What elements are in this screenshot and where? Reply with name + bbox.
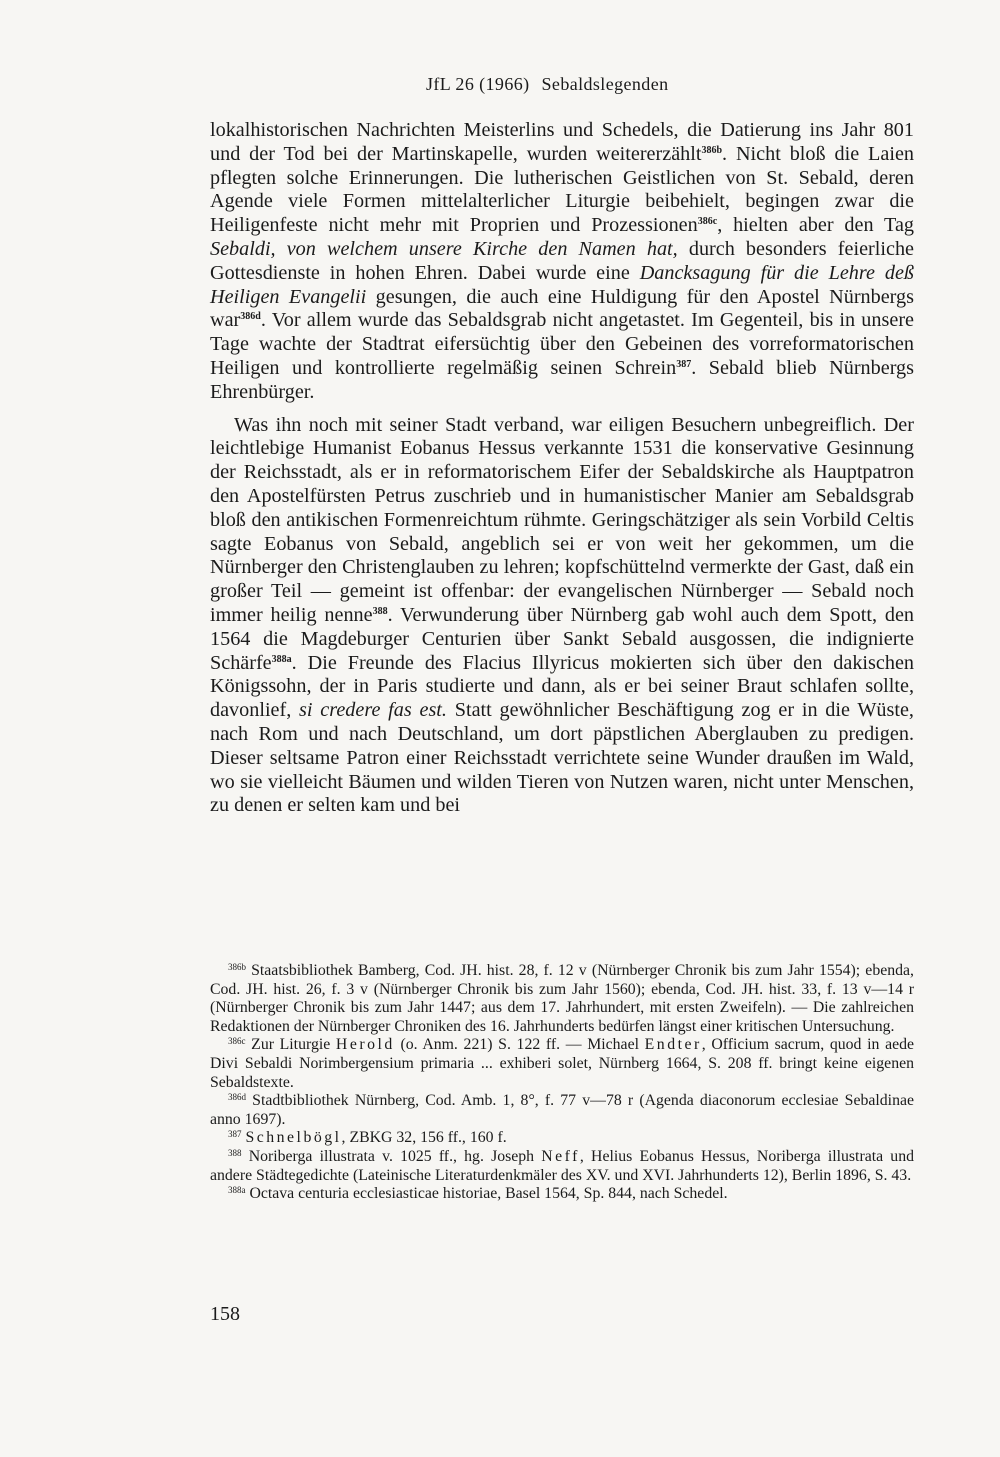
- footnotes: [210, 962, 914, 1204]
- italic-quote: Dancksagung für die Lehre deß Heiligen Evangelii: [210, 261, 914, 308]
- footnote-388: [210, 1148, 914, 1185]
- author-name: Neff: [541, 1147, 580, 1165]
- footnote-number: 388: [228, 1147, 242, 1158]
- footnote-ref: 386d: [240, 311, 261, 323]
- author-name: Schnelbögl: [245, 1129, 342, 1147]
- footnote-387: [210, 1129, 914, 1148]
- text-run: . Die Freunde des Flacius Illyricus mokierten sich über den dakischen Königssohn, der in Paris studierte und dann, als er bei seiner Braut schlafen sollte, davonlief,: [210, 651, 914, 722]
- footnote-388a: [210, 1185, 914, 1204]
- text-run: , hielten aber den Tag: [717, 214, 915, 237]
- running-header: [426, 74, 668, 95]
- text-run: Statt gewöhnlicher Beschäftigung zog er in die Wüste, nach Rom und nach Deutschland, um dort päpstlichen Aberglauben zu predigen. Dieser seltsame Patron einer Reichsstadt verrichtete seine Wunder draußen im Wald, wo sie vielleicht Bäumen und wilden Tieren von Nutzen waren, nicht unter Menschen, zu denen er selten kam und bei: [210, 699, 914, 817]
- footnote-text: (o. Anm. 221) S. 122 ff. — Michael: [394, 1036, 645, 1054]
- footnote-ref: 388a: [271, 653, 292, 665]
- footnote-386d: [210, 1092, 914, 1129]
- footnote-ref: 388: [372, 605, 388, 617]
- author-name: Herold: [335, 1036, 395, 1054]
- footnote-text: Octava centuria ecclesiasticae historiae, Basel 1564, Sp. 844, nach Schedel.: [249, 1185, 728, 1203]
- footnote-386c: [210, 1036, 914, 1092]
- footnote-number: 386b: [228, 962, 246, 972]
- italic-quote: si credere fas est.: [299, 699, 447, 722]
- text-run: durch besonders feierliche Gottesdienste in hohen Ehren. Dabei wurde eine: [210, 237, 914, 284]
- footnote-text: , Helius Eobanus Hessus, Noriberga illustrata und andere Städtegedichte (Lateinische Literaturdenkmäler des XV. und XVI. Jahrhunderts 12), Berlin 1896, S. 43.: [210, 1147, 914, 1184]
- text-run: . Sebald blieb Nürnbergs Ehrenbürger.: [210, 356, 914, 403]
- text-run: gesungen, die auch eine Huldigung für den Apostel Nürnbergs war: [210, 285, 914, 332]
- footnote-number: 388a: [228, 1185, 246, 1196]
- footnote-ref: 386c: [697, 216, 718, 228]
- footnote-ref: 386b: [701, 144, 723, 156]
- footnote-text: Staatsbibliothek Bamberg, Cod. JH. hist. 28, f. 12 v (Nürnberger Chronik bis zum Jahr 1554); ebenda, Cod. JH. hist. 26, f. 3 v (Nürnberger Chronik bis zum Jahr 1560); ebenda, Cod. JH. hist. 33, f. 13 v—14 r (Nürnberger Chronik bis zum Jahr 1447; aus dem 17. Jahrhundert, mit ersten Zweifeln). — Die zahlreichen Redaktionen der Nürnberger Chroniken des 16. Jahrhunderts bedürfen längst einer kritischen Untersuchung.: [210, 962, 914, 1035]
- footnote-text: , Officium sacrum, quod in aede Divi Sebaldi Norimbergensium primaria ... exhiberi solet, Nürnberg 1664, S. 208 ff. bringt keine eigenen Sebaldstexte.: [210, 1036, 915, 1091]
- footnote-number: 386c: [228, 1036, 246, 1047]
- footnote-text: Stadtbibliothek Nürnberg, Cod. Amb. 1, 8°, f. 77 v—78 r (Agenda diaconorum ecclesiae Sebaldinae anno 1697).: [210, 1092, 914, 1128]
- paragraph-1: [210, 119, 914, 405]
- text-run: Was ihn noch mit seiner Stadt verband, war eiligen Besuchern unbegreiflich. Der leichtlebige Humanist Eobanus Hessus verkannte 1531 die konservative Gesinnung der Reichsstadt, als er in reformatorischem Eifer der Sebaldskirche als Hauptpatron den Apostelfürsten Petrus zuschrieb und in humanistischer Manier am Sebaldsgrab bloß den antikischen Formenreichtum rühmte. Geringschätziger als sein Vorbild Celtis sagte Eobanus von Sebald, angeblich sei er von weit her gekommen, um die Nürnberger den Christenglauben zu lehren; kopfschüttelnd vermerkte der Gast, daß ein großer Teil — gemeint ist offenbar: der evangelischen Nürnberger — Sebald noch immer heilig nenne: [210, 413, 914, 626]
- text-run: . Nicht bloß die Laien pflegten solche Erinnerungen. Die lutherischen Geistlichen von St. Sebald, deren Agende viele Formen mittelalterlicher Liturgie beibehielt, begingen zwar die Heiligenfeste nicht mehr mit Proprien und Prozessionen: [210, 142, 914, 237]
- text-run: . Vor allem wurde das Sebaldsgrab nicht angetastet. Im Gegenteil, bis in unsere Tage wachte der Stadtrat eifersüchtig über den Gebeinen des vorreformatorischen Heiligen und kontrollierte regelmäßig seinen Schrein: [210, 309, 914, 379]
- author-name: Endter: [644, 1036, 702, 1054]
- page-number: 158: [210, 1303, 240, 1325]
- section-title: Sebaldslegenden: [541, 74, 669, 94]
- footnote-number: 386d: [228, 1092, 246, 1103]
- italic-quote: Sebaldi, von welchem unsere Kirche den Namen hat,: [210, 237, 678, 260]
- paragraph-2: [210, 414, 914, 819]
- footnote-text: Noriberga illustrata v. 1025 ff., hg. Joseph: [248, 1147, 542, 1165]
- text-run: lokalhistorischen Nachrichten Meisterlins und Schedels, die Datierung ins Jahr 801 und der Tod bei der Martinskapelle, wurden weitererzählt: [210, 119, 914, 165]
- main-text: [210, 119, 914, 818]
- text-run: . Verwunderung über Nürnberg gab wohl auch dem Spott, den 1564 die Magdeburger Centurien über Sankt Sebald ausgossen, die indignierte Schärfe: [210, 603, 915, 674]
- footnote-text: , ZBKG 32, 156 ff., 160 f.: [341, 1129, 507, 1147]
- footnote-ref: 387: [676, 358, 692, 370]
- journal-citation: JfL 26 (1966): [426, 74, 530, 94]
- footnote-number: 387: [228, 1129, 242, 1140]
- footnote-text: Zur Liturgie: [251, 1036, 336, 1054]
- footnote-386b: [210, 962, 914, 1036]
